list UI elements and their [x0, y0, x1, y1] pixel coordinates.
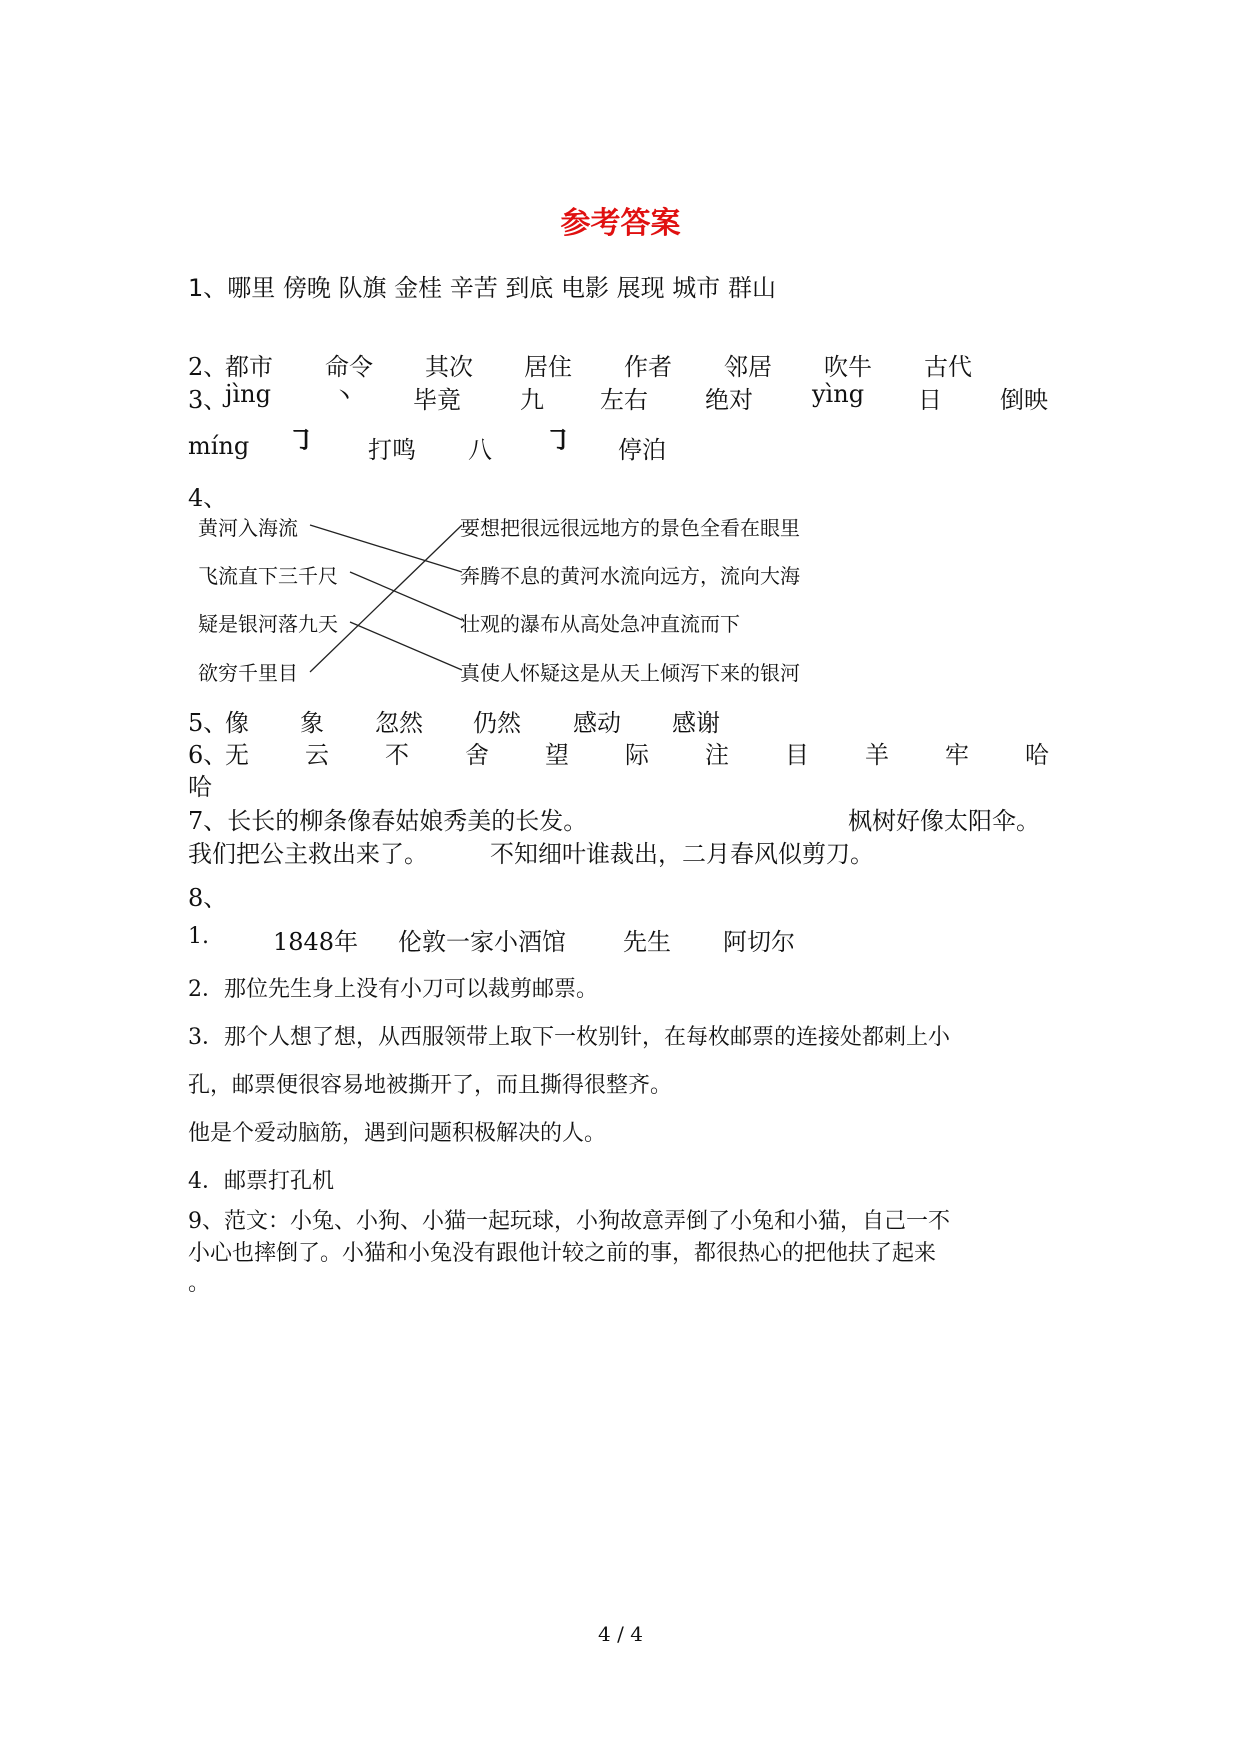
q3-word: 左右: [600, 386, 648, 414]
q2-word: 居住: [524, 353, 572, 381]
q7-sentence: 枫树好像太阳伞。: [848, 807, 1040, 835]
q2-word: 作者: [624, 353, 672, 381]
q3-word: 日: [918, 386, 942, 414]
q6-word: 云: [305, 741, 329, 769]
q4-right-item: 壮观的瀑布从高处急冲直流而下: [460, 612, 740, 636]
q8-num: 8、: [188, 884, 228, 912]
q5-word: 忽然: [375, 709, 423, 737]
match-line: [350, 622, 462, 670]
q5-num: 5、: [188, 709, 228, 737]
q4-left-item: 疑是银河落九天: [198, 612, 338, 636]
q6-word: 际: [625, 741, 649, 769]
q7-sentence: 长长的柳条像春姑娘秀美的长发。: [227, 807, 588, 835]
page-number: 4 / 4: [598, 1622, 643, 1646]
q4-right-item: 要想把很远很远地方的景色全看在眼里: [460, 516, 800, 540]
q8-item3-cont: 孔，邮票便很容易地被撕开了，而且撕得很整齐。: [188, 1073, 673, 1098]
q6-word: 目: [785, 741, 809, 769]
q7-line: [188, 801, 587, 836]
q3-word: 停泊: [618, 436, 666, 464]
q3-stroke: ㇆: [545, 426, 572, 456]
q6-word: 无: [225, 741, 249, 769]
q8-item3: 3．那个人想了想，从西服领带上取下一枚别针，在每枚邮票的连接处都刺上小: [188, 1025, 950, 1050]
q5-word: 仍然: [473, 709, 521, 737]
page-title: 参考答案: [560, 206, 681, 241]
q6-word: 注: [705, 741, 729, 769]
q4-right-item: 奔腾不息的黄河水流向远方，流向大海: [460, 564, 800, 588]
q6-word: 不: [385, 741, 409, 769]
q2-word: 吹牛: [824, 353, 872, 381]
q4-left-item: 欲穷千里目: [198, 661, 298, 685]
q3-num: 3、: [188, 386, 228, 414]
q8-item2: 2．那位先生身上没有小刀可以裁剪邮票。: [188, 977, 598, 1002]
q2-word: 命令: [325, 353, 373, 381]
q7-num: 7、: [188, 807, 228, 835]
q6-wrap: 哈: [188, 773, 212, 801]
q8-item4: 4．邮票打孔机: [188, 1169, 334, 1194]
match-line: [310, 525, 462, 672]
q3-word: 八: [468, 436, 492, 464]
q2-word: 邻居: [724, 353, 772, 381]
q8-item-num: 1.: [188, 924, 209, 949]
q5-word: 像: [225, 709, 249, 737]
q3-pinyin: yìng: [812, 380, 865, 408]
match-line: [310, 525, 462, 572]
q5-word: 感谢: [672, 709, 720, 737]
q5-word: 象: [300, 709, 324, 737]
q6-word: 哈: [1025, 741, 1049, 769]
q3-word: 毕竟: [413, 386, 461, 414]
q2-word: 古代: [924, 353, 972, 381]
q9-line: 。: [188, 1271, 211, 1296]
q1-words: 哪里 傍晚 队旗 金桂 辛苦 到底 电影 展现 城市 群山: [227, 274, 776, 302]
q3-stroke: ㇆: [288, 426, 315, 456]
q8-item3-summary: 他是个爱动脑筋，遇到问题积极解决的人。: [188, 1121, 607, 1146]
q4-left-item: 黄河入海流: [198, 516, 298, 540]
q4-left-item: 飞流直下三千尺: [198, 564, 338, 588]
q5-word: 感动: [573, 709, 621, 737]
q8-item1-word: 阿切尔: [723, 928, 795, 956]
q2-word: 其次: [425, 353, 473, 381]
q4-num: 4、: [188, 484, 228, 512]
q6-word: 望: [545, 741, 569, 769]
q8-item1-word: 伦敦一家小酒馆: [398, 928, 566, 956]
q6-word: 舍: [465, 741, 489, 769]
q3-word: 倒映: [1000, 386, 1048, 414]
q8-item1-word: 1848年: [273, 928, 359, 956]
q4-right-item: 真使人怀疑这是从天上倾泻下来的银河: [460, 661, 800, 685]
q3-pinyin: jìng: [225, 380, 271, 408]
q6-num: 6、: [188, 741, 228, 769]
q3-word: 打鸣: [368, 436, 416, 464]
q6-word: 羊: [865, 741, 889, 769]
q6-word: 牢: [945, 741, 969, 769]
q2-num: 2、: [188, 353, 228, 381]
q3-pinyin: míng: [188, 432, 250, 460]
q3-word: 九: [520, 386, 544, 414]
q8-item1-word: 先生: [623, 928, 671, 956]
q1-num: 1、: [188, 274, 228, 302]
q7-sentence: 我们把公主救出来了。: [188, 840, 428, 868]
q9-line: 小心也摔倒了。小猫和小兔没有跟他计较之前的事，都很热心的把他扶了起来: [188, 1241, 937, 1266]
q2-word: 都市: [225, 353, 273, 381]
q3-stroke: 丶: [332, 382, 356, 410]
q7-sentence: 不知细叶谁裁出，二月春风似剪刀。: [490, 840, 874, 868]
q9-line: 9、范文：小兔、小狗、小猫一起玩球，小狗故意弄倒了小兔和小猫，自己一不: [188, 1209, 950, 1234]
q3-word: 绝对: [705, 386, 753, 414]
